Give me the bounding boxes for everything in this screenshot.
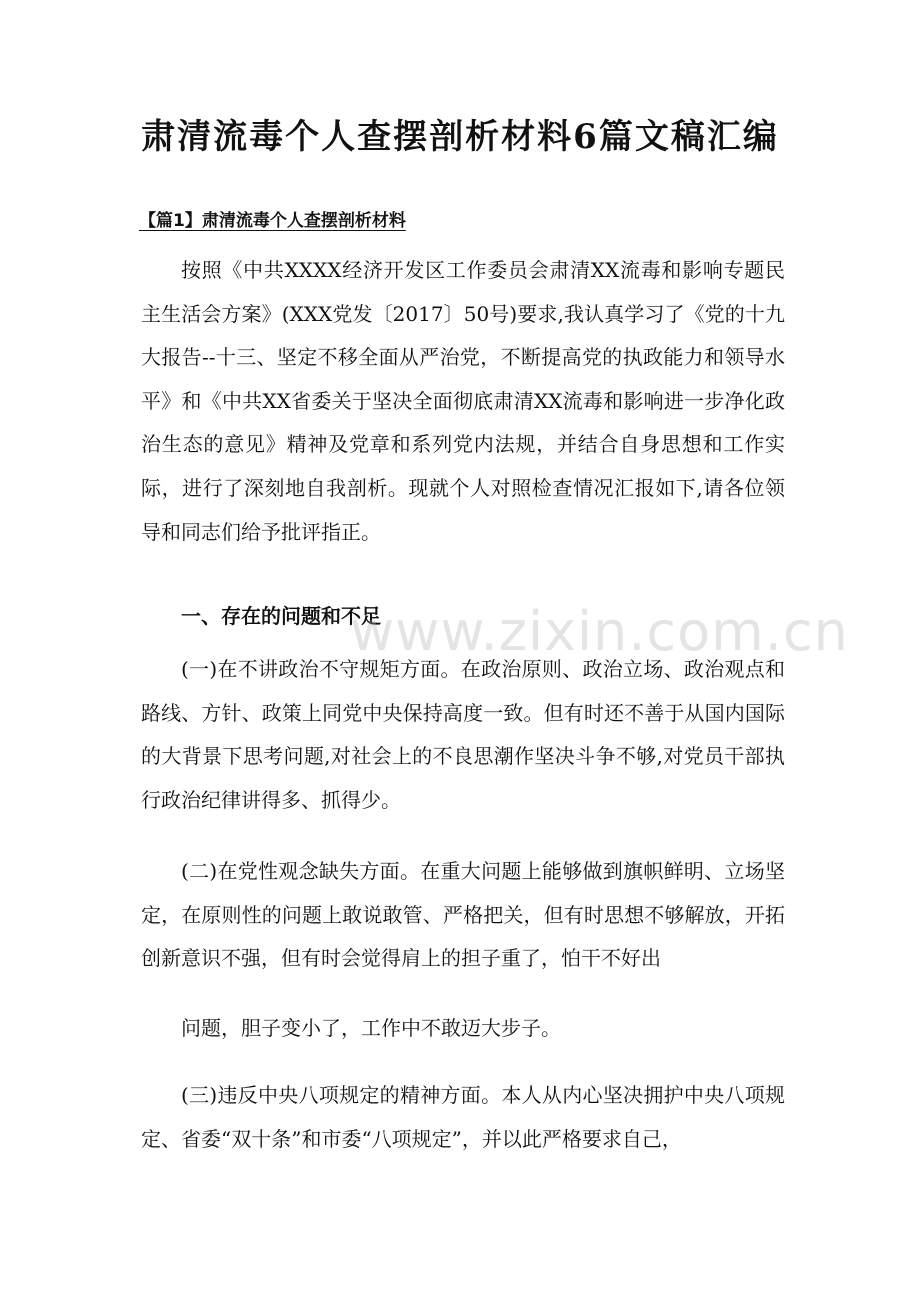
item-one-paragraph: (一)在不讲政治不守规矩方面。在政治原则、政治立场、政治观点和路线、方针、政策上同党中央保持高度一致。但有时还不善于从国内国际的大背景下思考问题,对社会上的不良思潮作坚决斗争不够,对党员干部执行政治纪律讲得多、抓得少。 [141,657,785,812]
heading-problems: 一、存在的问题和不足 [181,604,381,628]
item-two-paragraph: (二)在党性观念缺失方面。在重大问题上能够做到旗帜鲜明、立场坚定，在原则性的问题上敢说敢管、严格把关，但有时思想不够解放，开拓创新意识不强，但有时会觉得肩上的担子重了，怕干不好出 [141,859,785,971]
section-heading: 【篇1】肃清流毒个人查摆剖析材料 [139,211,406,231]
item-three-paragraph: (三)违反中央八项规定的精神方面。本人从内心坚决拥护中央八项规定、省委“双十条”和市委“八项规定”，并以此严格要求自己， [141,1083,785,1151]
watermark: www.zixin.com.cn [350,600,849,663]
document-title: 肃清流毒个人查摆剖析材料6篇文稿汇编 [141,117,779,157]
intro-paragraph: 按照《中共XXXX经济开发区工作委员会肃清XX流毒和影响专题民主生活会方案》(XXX党发〔2017〕50号)要求,我认真学习了《党的十九大报告--十三、坚定不移全面从严治党，不断提高党的执政能力和领导水平》和《中共XX省委关于坚决全面彻底肃清XX流毒和影响进一步净化政治生态的意见》精神及党章和系列党内法规，并结合自身思想和工作实际，进行了深刻地自我剖析。现就个人对照检查情况汇报如下,请各位领导和同志们给予批评指正。 [141,258,785,544]
item-two-continuation: 问题，胆子变小了，工作中不敢迈大步子。 [181,1016,561,1040]
